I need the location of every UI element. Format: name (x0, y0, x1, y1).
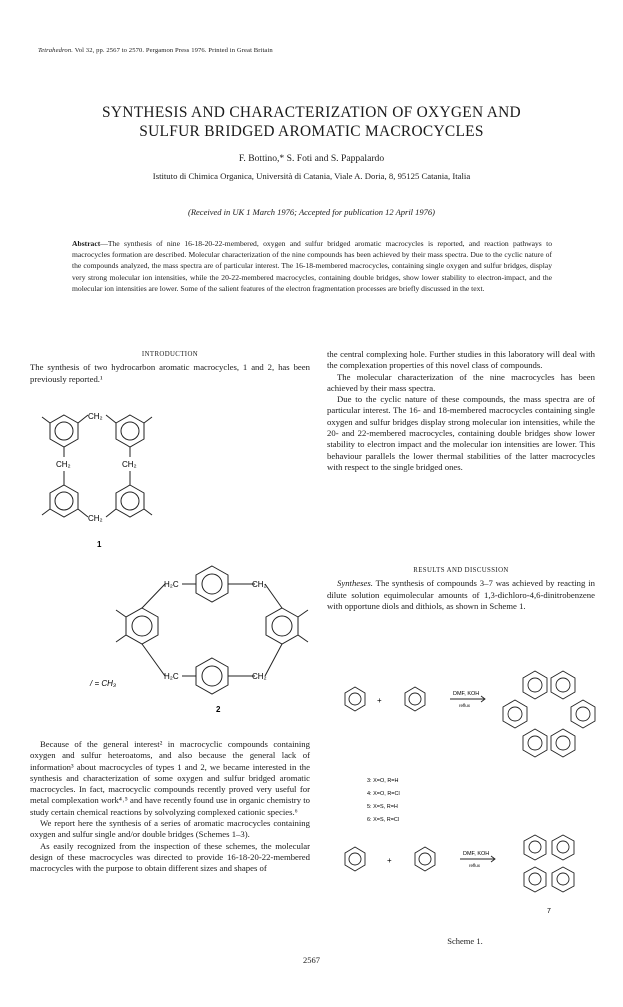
journal-name: Tetrahedron. (38, 47, 73, 54)
plus-sign: + (387, 856, 392, 865)
received-dates: (Received in UK 1 March 1976; Accepted for publication 12 April 1976) (188, 207, 435, 217)
intro-paragraph-4: As easily recognized from the inspection of these schemes, the molecular design of these macrocycles was directed to provide 16-18-20-22-membered macrocycles with the purpose to obtain different sizes and shapes of (30, 840, 310, 874)
compound-number: 7 (547, 908, 551, 915)
aromatic-circle (132, 616, 152, 636)
syntheses-subheading: Syntheses. (337, 578, 373, 589)
ch2-label: CH₂ (56, 460, 71, 469)
intro-heading: INTRODUCTION (141, 351, 199, 358)
reaction-reflux: reflux (469, 863, 481, 868)
scheme-1 (335, 645, 605, 935)
title-line-1: SYNTHESIS AND CHARACTERIZATION OF OXYGEN AND (102, 104, 521, 121)
compound-5: 5: X=S, R=H (367, 804, 398, 810)
benzene-ring (552, 835, 574, 860)
plus-sign: + (377, 696, 382, 705)
intro-paragraph-5: the central complexing hole. Further studies in this laboratory will deal with the complexation properties of this novel class of compounds. (327, 349, 595, 371)
intro-paragraph-7: Due to the cyclic nature of these compounds, the mass spectra are of particular interest. The 16- and 18-membered macrocycles containing single oxygen and sulfur bridges display strong molecular ion intensities, while the 20- and 22-membered macrocycles, containing double bridges show lower stability to electron impact and the molecular ion intensities are lower. This behaviour parallels the lower thermal stabilities of the latter macrocycles with respect to the single bridged ones. (327, 394, 595, 472)
ch2-label: CH₂ (88, 412, 103, 421)
aromatic-circle (202, 574, 222, 594)
paper-title (30, 103, 593, 141)
benzene-ring (524, 835, 546, 860)
benzene-ring (571, 700, 595, 728)
compound-number: 1 (97, 540, 102, 549)
compound-3: 3: X=O, R=H (367, 778, 399, 784)
aromatic-circle (121, 492, 139, 510)
intro-paragraph-3: We report here the synthesis of a series of aromatic macrocycles containing oxygen and sulfur single and/or double bridges (Schemes 1–3). (30, 818, 310, 840)
aromatic-circle (272, 616, 292, 636)
affiliation: Istituto di Chimica Organica, Università di Catania, Viale A. Doria, 8, 95125 Catania, Italia (152, 171, 471, 181)
aromatic-circle (121, 422, 139, 440)
intro-column-right (327, 349, 595, 473)
benzene-ring (50, 485, 78, 517)
title-line-2: SULFUR BRIDGED AROMATIC MACROCYCLES (139, 123, 484, 140)
journal-details: Vol 32, pp. 2567 to 2570. Pergamon Press 1976. Printed in Great Britain (74, 47, 273, 54)
results-heading: RESULTS AND DISCUSSION (413, 567, 509, 574)
aromatic-circle (55, 492, 73, 510)
reaction-conditions: DMF, KOH (453, 691, 480, 697)
page-number: 2567 (303, 955, 320, 965)
benzene-ring (415, 847, 435, 871)
benzene-ring (50, 415, 78, 447)
benzene-ring (503, 700, 527, 728)
intro-column-left-top (30, 349, 310, 385)
benzene-ring (116, 415, 144, 447)
journal-citation (38, 47, 273, 54)
reaction-conditions: DMF, KOH (463, 851, 490, 857)
intro-paragraph-6: The molecular characterization of the nine macrocycles has been achieved by their mass spectra. (327, 371, 595, 393)
intro-paragraph-1: The synthesis of two hydrocarbon aromatic macrocycles, 1 and 2, has been previously reported.¹ (30, 362, 310, 384)
results-section (327, 565, 595, 612)
results-text: The synthesis of compounds 3–7 was achieved by reacting in dilute solution equimolecular amounts of 1,3-dichloro-4,6-dinitrobenzene with opportune diols and dithiols, as shown in Scheme 1. (327, 578, 595, 611)
benzene-ring (116, 485, 144, 517)
benzene-ring (345, 687, 365, 711)
ch2-label: CH₂ (252, 672, 267, 681)
benzene-ring (551, 729, 575, 757)
aromatic-circle (55, 422, 73, 440)
compound-4: 4: X=O, R=Cl (367, 791, 400, 797)
abstract-label: Abstract (72, 239, 101, 248)
reaction-reflux: reflux (459, 703, 471, 708)
scheme-caption: Scheme 1. (447, 936, 483, 946)
benzene-ring (196, 566, 228, 602)
authors: F. Bottino,* S. Foti and S. Pappalardo (238, 153, 385, 164)
benzene-ring (405, 687, 425, 711)
benzene-ring (551, 671, 575, 699)
benzene-ring (266, 608, 298, 644)
abstract (72, 238, 552, 294)
h2c-label: H₂C (164, 580, 179, 589)
aromatic-circle (202, 666, 222, 686)
compound-number: 2 (216, 705, 221, 714)
compound-6: 6: X=S, R=Cl (367, 817, 400, 823)
abstract-text: —The synthesis of nine 16-18-20-22-membered, oxygen and sulfur bridged aromatic macrocycles is reported, and reaction pathways to macrocycles formation are described. Molecular characterization of the nine compounds has been achieved by their mass spectra. Due to the cyclic nature of the compounds analyzed, the mass spectra are of particular interest. The 16-18-membered macrocycles, containing single oxygen and sulfur bridges, display very strong molecular ion intensities, while the 20-22-membered macrocycles, containing double bridges, show lower stability to electron-impact, and the molecular ion intensities are lower. Some of the salient features of the electron fragmentation processes are briefly discussed in the text. (72, 239, 552, 293)
benzene-ring (523, 671, 547, 699)
benzene-ring (552, 867, 574, 892)
structure-1 (30, 395, 190, 555)
ch2-label: CH₂ (88, 514, 103, 523)
benzene-ring (523, 729, 547, 757)
structure-2 (60, 562, 320, 717)
intro-column-left-bottom (30, 739, 310, 875)
benzene-ring (345, 847, 365, 871)
intro-paragraph-2: Because of the general interest² in macrocyclic compounds containing oxygen and sulfur heteroatoms, and also because the general lack of information³ about macrocycles of types 1 and 2, we became interested in the synthesis and characterization of some oxygen and sulfur bridged aromatic macrocycles. In fact, macrocyclic compounds recently proved very useful for metal complexation work⁴˒⁵ and have recently found use in organic chemistry to study certain chemical reactions by solvolyzing complexed cationic species.⁶ (30, 739, 310, 817)
ch2-label: CH₂ (252, 580, 267, 589)
results-paragraph (327, 578, 595, 612)
benzene-ring (524, 867, 546, 892)
h2c-label: H₂C (164, 672, 179, 681)
methyl-legend: / = CH₃ (90, 679, 117, 688)
benzene-ring (196, 658, 228, 694)
benzene-ring (126, 608, 158, 644)
ch2-label: CH₂ (122, 460, 137, 469)
